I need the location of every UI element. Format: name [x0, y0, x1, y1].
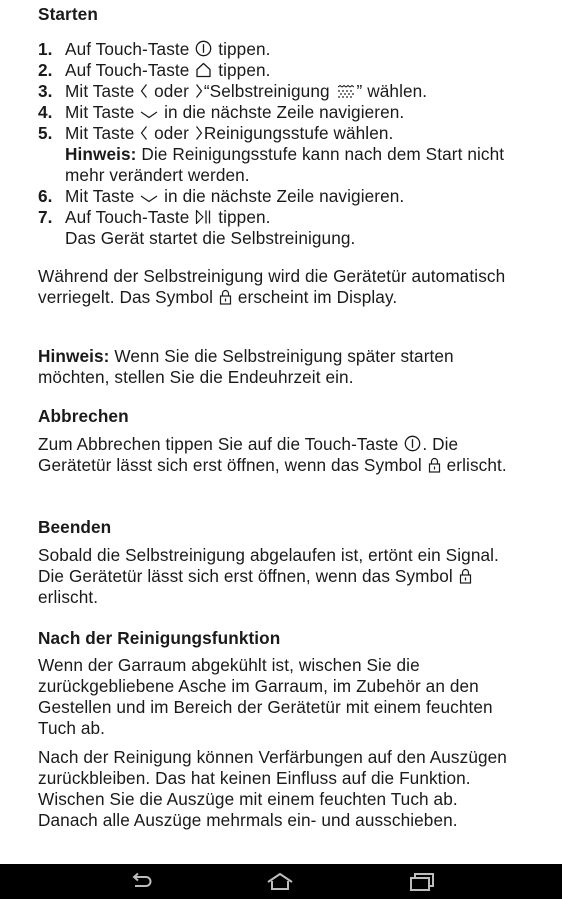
step-text: in die nächste Zeile navigieren. [164, 102, 405, 122]
hint-text: Wenn Sie die Selbstreinigung später starten möchten, stellen Sie die Endeuhrzeit ein. [38, 346, 454, 387]
step-text: tippen. [218, 39, 271, 59]
paragraph-lock [38, 266, 510, 308]
step-text: “Selbstreinigung [203, 81, 330, 101]
play-pause-icon [195, 209, 212, 225]
paragraph-nach-2: Nach der Reinigung können Verfärbungen auf den Auszügen zurückbleiben. Das hat keinen Einfluss auf die Funktion. Wischen Sie die Auszüge mit einem feuchten Tuch ab. Danach alle Auszüge mehrmals ein- und ausschieben. [38, 747, 507, 830]
paragraph-text: Zum Abbrechen tippen Sie auf die Touch-Taste [38, 434, 399, 454]
step-5 [38, 123, 548, 186]
paragraph-text: erlischt. [38, 587, 99, 607]
step-note [65, 144, 548, 186]
steps-list [38, 39, 548, 249]
step-number: 5. [38, 123, 53, 143]
chevron-right-icon [195, 83, 203, 99]
heading-starten: Starten [38, 4, 98, 24]
step-text: tippen. [218, 60, 271, 80]
chevron-down-icon [140, 110, 158, 120]
step-number: 4. [38, 102, 53, 122]
step-6 [38, 186, 548, 207]
step-2 [38, 60, 548, 81]
step-text: Auf Touch-Taste [65, 60, 190, 80]
step-text: oder [154, 123, 189, 143]
back-icon[interactable] [126, 870, 156, 894]
step-text: in die nächste Zeile navigieren. [164, 186, 405, 206]
note-text: Die Reinigungsstufe kann nach dem Start nicht mehr verändert werden. [65, 144, 505, 185]
hint-label: Hinweis: [38, 346, 110, 366]
home-icon [195, 62, 212, 78]
paragraph-text: Während der Selbstreinigung wird die Gerätetür automatisch verriegelt. Das Symbol [38, 266, 506, 307]
step-text: tippen. [218, 207, 271, 227]
lock-icon [459, 568, 472, 584]
step-result: Das Gerät startet die Selbstreinigung. [65, 228, 356, 248]
step-text: oder [154, 81, 189, 101]
paragraph-beenden [38, 545, 522, 608]
step-text: ” wählen. [356, 81, 428, 101]
chevron-left-icon [140, 83, 148, 99]
step-text: Auf Touch-Taste [65, 39, 190, 59]
step-text: Mit Taste [65, 186, 135, 206]
step-number: 6. [38, 186, 53, 206]
step-number: 2. [38, 60, 53, 80]
lock-icon [428, 457, 441, 473]
step-text: Mit Taste [65, 123, 135, 143]
paragraph-abbrechen [38, 434, 528, 476]
power-icon [195, 40, 212, 57]
selfclean-icon [336, 84, 356, 99]
paragraph-hint [38, 346, 518, 388]
step-text: Mit Taste [65, 102, 135, 122]
note-label: Hinweis: [65, 144, 137, 164]
step-4 [38, 102, 548, 123]
step-text: Reinigungsstufe wählen. [203, 123, 394, 143]
navigation-bar [0, 864, 562, 899]
heading-beenden: Beenden [38, 517, 112, 537]
step-7 [38, 207, 548, 249]
step-text: Mit Taste [65, 81, 135, 101]
paragraph-text: erlischt. [446, 455, 507, 475]
paragraph-text: Sobald die Selbstreinigung abgelaufen ist, ertönt ein Signal. Die Gerätetür lässt sich erst öffnen, wenn das Symbol [38, 545, 499, 586]
step-1 [38, 39, 548, 60]
step-number: 1. [38, 39, 53, 59]
paragraph-nach-1: Wenn der Garraum abgekühlt ist, wischen Sie die zurückgebliebene Asche im Garraum, im Zubehör an den Gestellen und im Bereich der Gerätetür mit einem feuchten Tuch ab. [38, 655, 493, 738]
heading-nach-reinigung: Nach der Reinigungsfunktion [38, 628, 281, 648]
heading-abbrechen: Abbrechen [38, 406, 129, 426]
step-3 [38, 81, 548, 102]
lock-icon [219, 289, 232, 305]
paragraph-text: erscheint im Display. [237, 287, 398, 307]
step-number: 7. [38, 207, 53, 227]
step-text: Auf Touch-Taste [65, 207, 190, 227]
paragraph-text: . Die Gerätetür lässt sich erst öffnen, wenn das Symbol [38, 434, 459, 475]
recent-apps-icon[interactable] [406, 870, 436, 894]
chevron-right-icon [195, 125, 203, 141]
chevron-down-icon [140, 194, 158, 204]
chevron-left-icon [140, 125, 148, 141]
step-number: 3. [38, 81, 53, 101]
power-icon [404, 435, 421, 452]
home-icon[interactable] [265, 870, 295, 894]
